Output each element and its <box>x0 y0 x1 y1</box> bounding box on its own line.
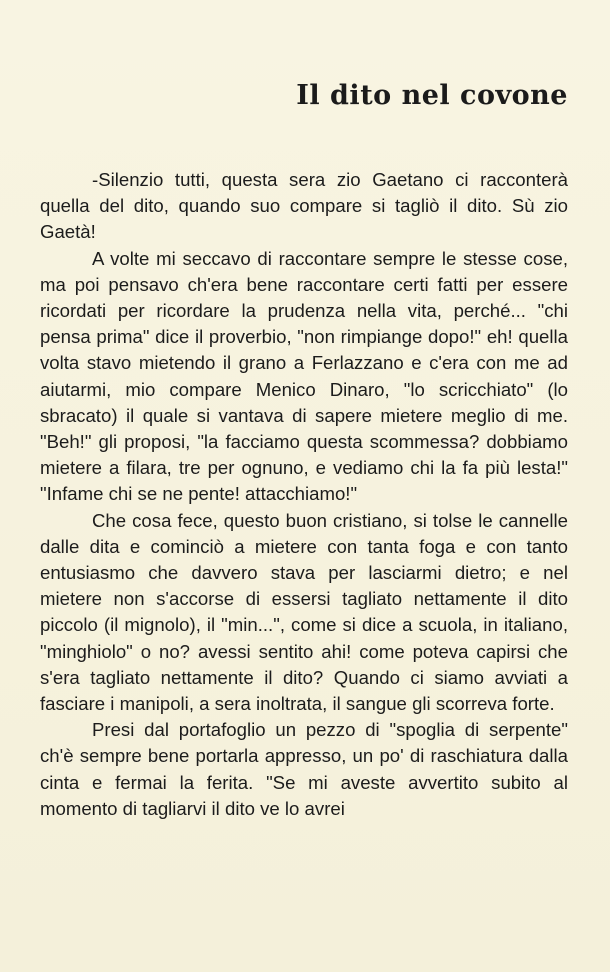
chapter-title: Il dito nel covone <box>296 80 568 111</box>
paragraph: -Silenzio tutti, questa sera zio Gaetano ci racconterà quella del dito, quando suo compare si tagliò il dito. Sù zio Gaetà! <box>40 169 568 243</box>
paragraph: Che cosa fece, questo buon cristiano, si tolse le cannelle dalle dita e cominciò a mietere con tanta foga e con tanto entusiasmo che davvero stava per lasciarmi dietro; e nel mietere non s'accorse di essersi tagliato nettamente il dito piccolo (il mignolo), il "min...", come si dice a scuola, in italiano, "minghiolo" o no? avessi sentito ahi! come poteva capirsi che s'era tagliato nettamente il dito? Quando ci siamo avviati a fasciare i manipoli, a sera inoltrata, il sangue gli scorreva forte. <box>40 509 568 715</box>
paragraph: A volte mi seccavo di raccontare sempre le stesse cose, ma poi pensavo ch'era bene raccontare certi fatti per essere ricordati per ricordare la prudenza nella vita, perché... "chi pensa prima" dice il proverbio, "non rimpiange dopo!" eh! quella volta stavo mietendo il grano a Ferlazzano e c'era con me ad aiutarmi, mio compare Menico Dinaro, "lo scricchiato" (lo sbracato) il quale si vantava di sapere mietere meglio di me. "Beh!" gli proposi, "la facciamo questa scommessa? dobbiamo mietere a filara, tre per ognuno, e vediamo chi la fa più lesta!" "Infame chi se ne pente! attacchiamo!" <box>40 247 568 505</box>
paragraph: Presi dal portafoglio un pezzo di "spoglia di serpente" ch'è sempre bene portarla appresso, un po' di raschiatura dalla cinta e fermai la ferita. "Se mi aveste avvertito subito al momento di tagliarvi il dito ve lo avrei <box>40 719 568 819</box>
chapter-body <box>40 167 568 822</box>
